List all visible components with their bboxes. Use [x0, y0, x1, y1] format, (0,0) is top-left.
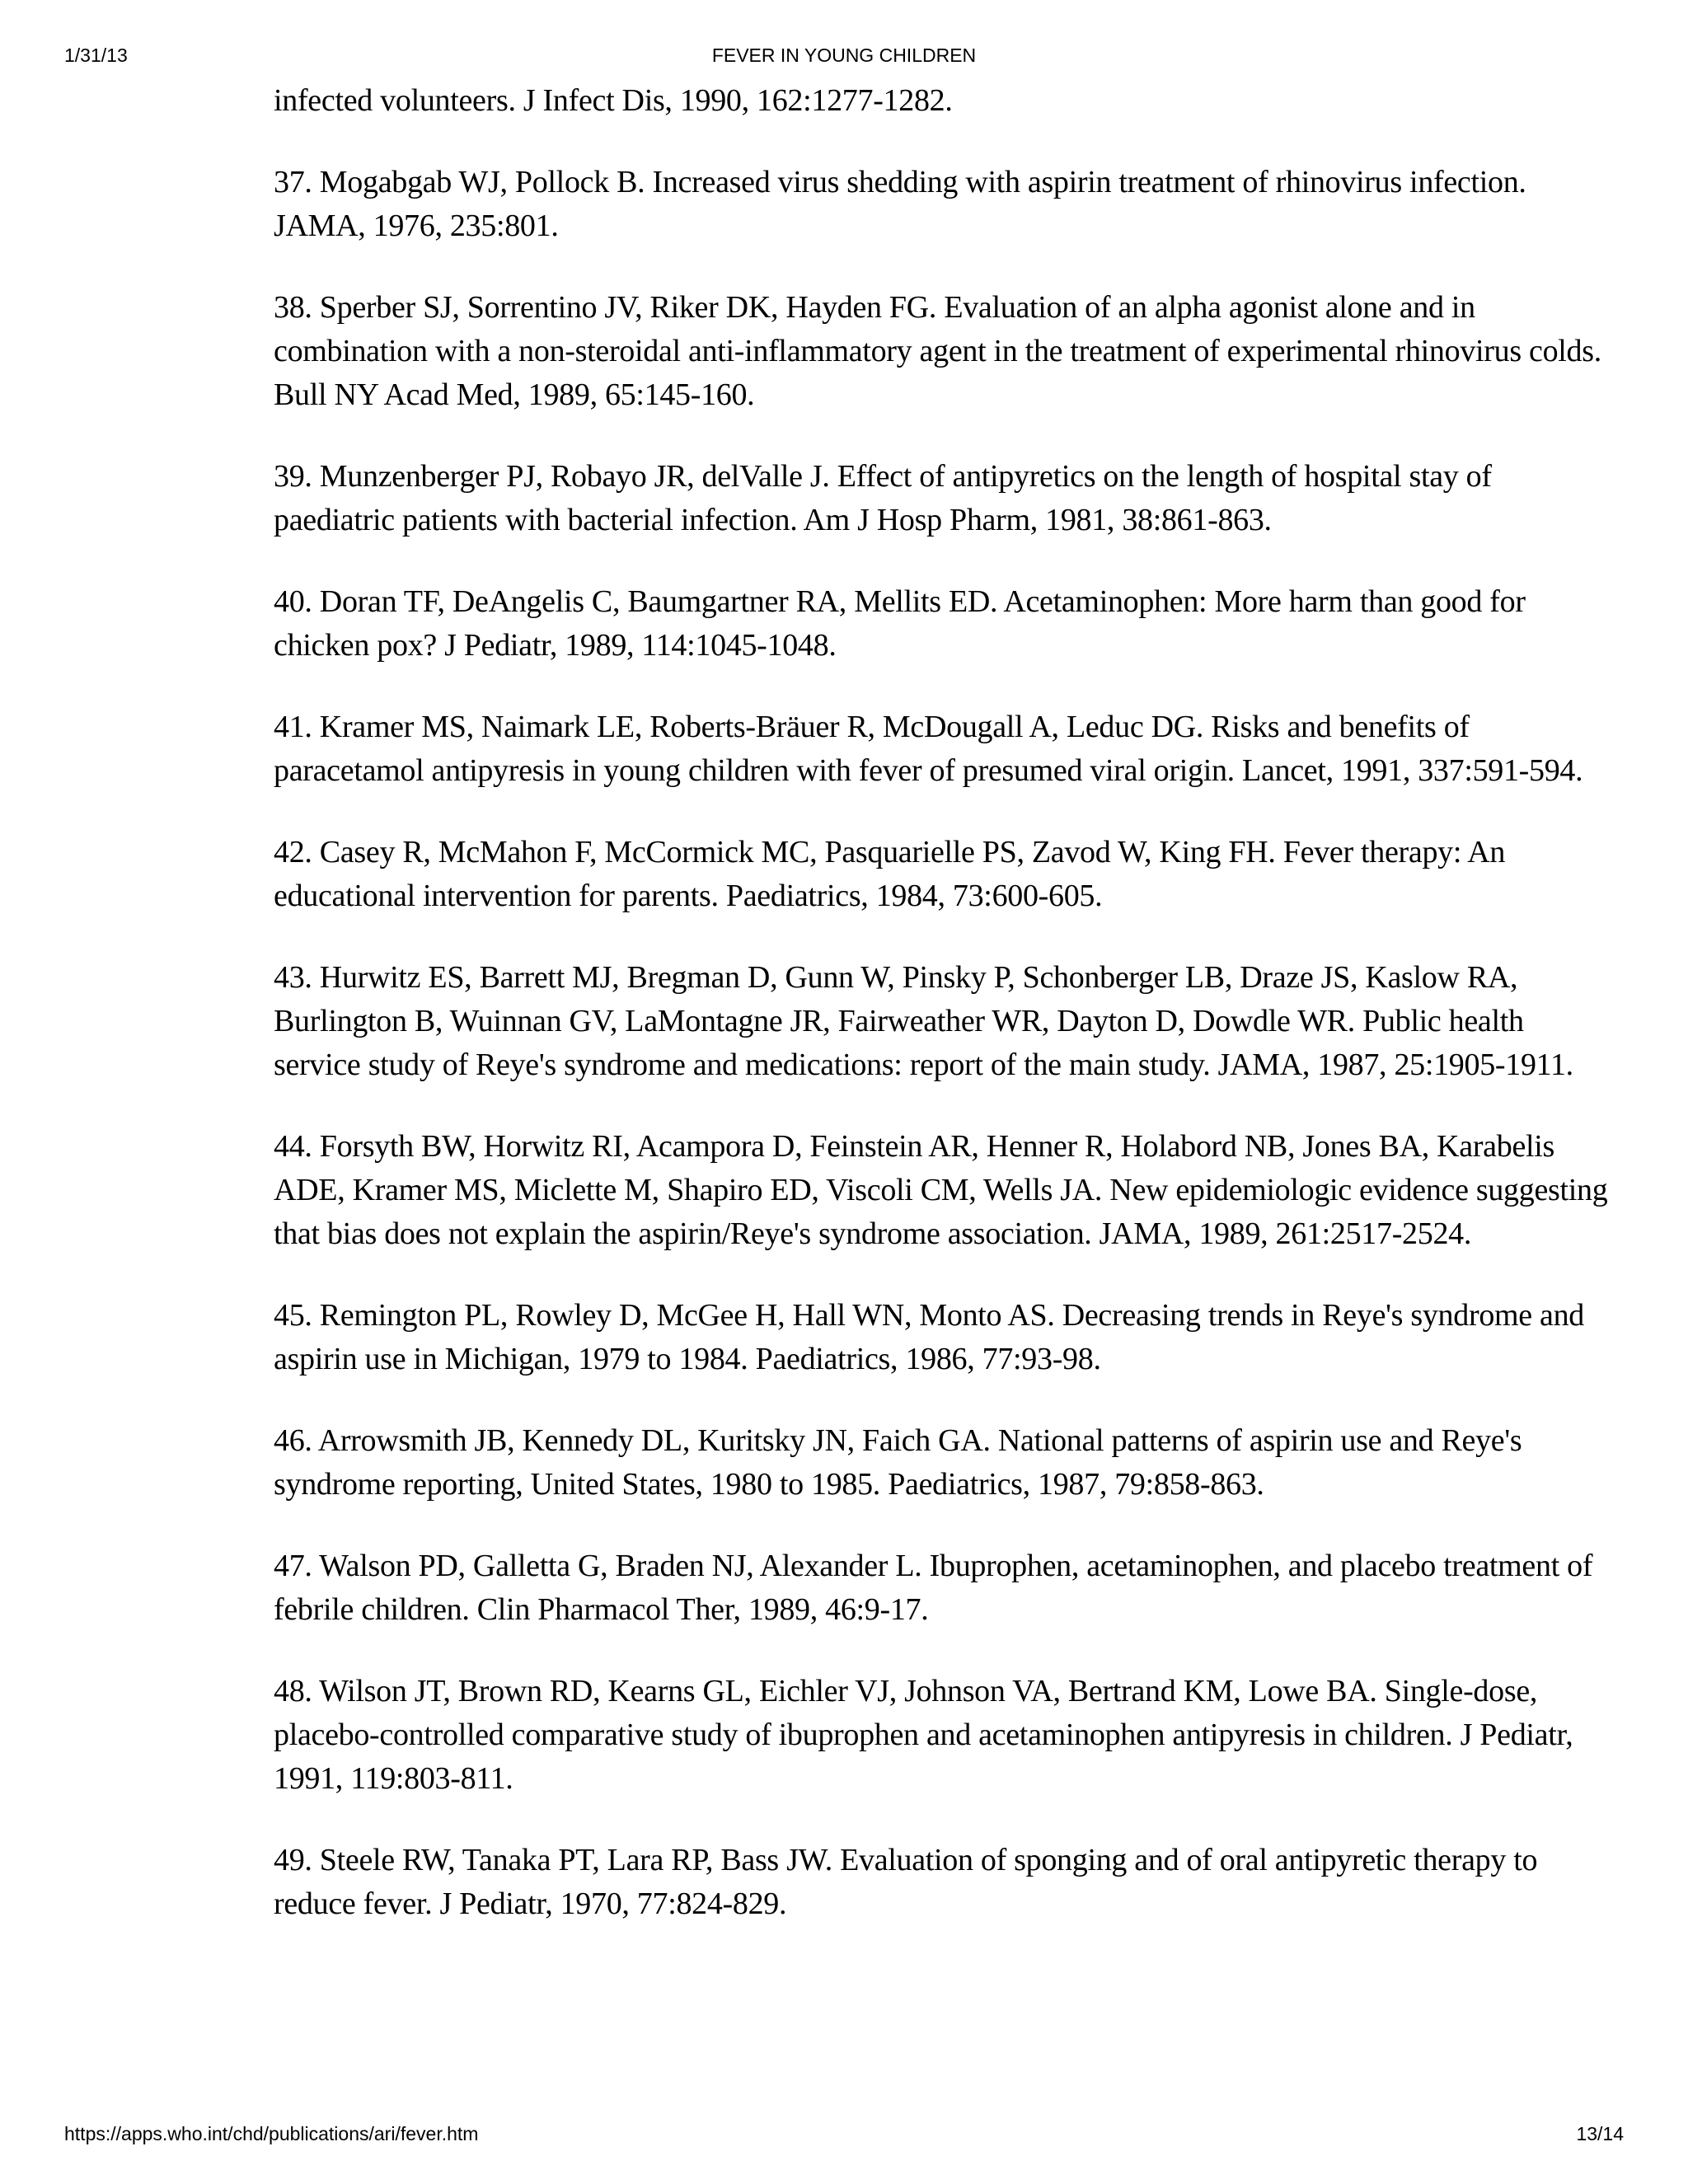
reference-49: 49. Steele RW, Tanaka PT, Lara RP, Bass JW. Evaluation of sponging and of oral antipyretic therapy to reduce fever. J Pediatr, 1970, 77:824-829.	[274, 1843, 1538, 1921]
document-title: FEVER IN YOUNG CHILDREN	[711, 45, 977, 66]
reference-39: 39. Munzenberger PJ, Robayo JR, delValle J. Effect of antipyretics on the length of hospital stay of paediatric patients with bacterial infection. Am J Hosp Pharm, 1981, 38:861-863.	[274, 459, 1492, 537]
reference-42: 42. Casey R, McMahon F, McCormick MC, Pasquarielle PS, Zavod W, King FH. Fever therapy: An educational intervention for parents. Paediatrics, 1984, 73:600-605.	[274, 835, 1506, 913]
reference-41: 41. Kramer MS, Naimark LE, Roberts-Bräuer R, McDougall A, Leduc DG. Risks and benefits of paracetamol antipyresis in young children with fever of presumed viral origin. Lancet, 1991, 337:591-594.	[274, 710, 1583, 788]
reference-continued: infected volunteers. J Infect Dis, 1990, 162:1277-1282.	[274, 83, 953, 118]
source-url: https://apps.who.int/chd/publications/ari/fever.htm	[64, 2123, 479, 2144]
print-date: 1/31/13	[64, 45, 128, 66]
reference-47: 47. Walson PD, Galletta G, Braden NJ, Alexander L. Ibuprophen, acetaminophen, and placebo treatment of febrile children. Clin Pharmacol Ther, 1989, 46:9-17.	[274, 1549, 1593, 1627]
reference-43: 43. Hurwitz ES, Barrett MJ, Bregman D, Gunn W, Pinsky P, Schonberger LB, Draze JS, Kaslow RA, Burlington B, Wuinnan GV, LaMontagne JR, Fairweather WR, Dayton D, Dowdle WR. Public health service study of Reye's syndrome and medications: report of the main study. JAMA, 1987, 25:1905-1911.	[274, 960, 1573, 1082]
reference-45: 45. Remington PL, Rowley D, McGee H, Hall WN, Monto AS. Decreasing trends in Reye's syndrome and aspirin use in Michigan, 1979 to 1984. Paediatrics, 1986, 77:93-98.	[274, 1298, 1585, 1376]
reference-list	[274, 79, 1609, 1964]
page-number: 13/14	[1576, 2123, 1624, 2144]
reference-38: 38. Sperber SJ, Sorrentino JV, Riker DK, Hayden FG. Evaluation of an alpha agonist alone and in combination with a non-steroidal anti-inflammatory agent in the treatment of experimental rhinovirus colds. Bull NY Acad Med, 1989, 65:145-160.	[274, 290, 1601, 412]
reference-40: 40. Doran TF, DeAngelis C, Baumgartner RA, Mellits ED. Acetaminophen: More harm than good for chicken pox? J Pediatr, 1989, 114:1045-1048.	[274, 584, 1526, 663]
reference-46: 46. Arrowsmith JB, Kennedy DL, Kuritsky JN, Faich GA. National patterns of aspirin use and Reye's syndrome reporting, United States, 1980 to 1985. Paediatrics, 1987, 79:858-863.	[274, 1423, 1522, 1502]
reference-44: 44. Forsyth BW, Horwitz RI, Acampora D, Feinstein AR, Henner R, Holabord NB, Jones BA, Karabelis ADE, Kramer MS, Miclette M, Shapiro ED, Viscoli CM, Wells JA. New epidemiologic evidence suggesting that bias does not explain the aspirin/Reye's syndrome association. JAMA, 1989, 261:2517-2524.	[274, 1129, 1608, 1251]
reference-48: 48. Wilson JT, Brown RD, Kearns GL, Eichler VJ, Johnson VA, Bertrand KM, Lowe BA. Single-dose, placebo-controlled comparative study of ibuprophen and acetaminophen antipyresis in children. J Pediatr, 1991, 119:803-811.	[274, 1674, 1573, 1796]
reference-37: 37. Mogabgab WJ, Pollock B. Increased virus shedding with aspirin treatment of rhinovirus infection. JAMA, 1976, 235:801.	[274, 165, 1526, 243]
